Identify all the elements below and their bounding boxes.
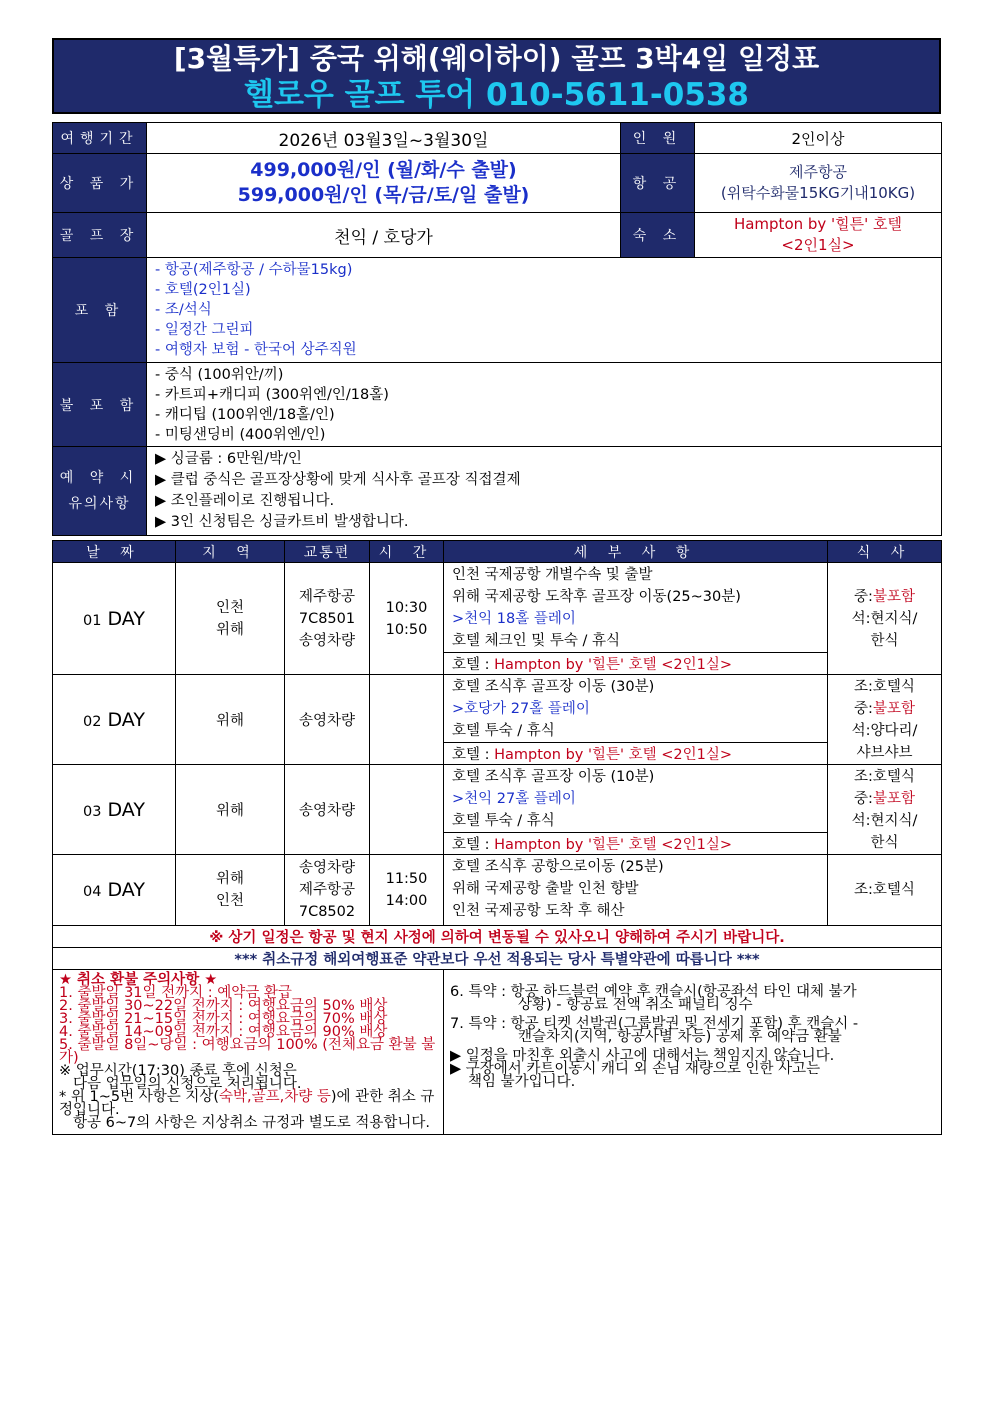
golf-play: >호당가 27홀 플레이	[452, 701, 590, 717]
notes-list	[147, 447, 942, 536]
day-meals: 조:호텔식	[828, 855, 942, 926]
day-region: 인천 위해	[176, 563, 285, 675]
day-details: 호텔 조식후 골프장 이동 (10분) >천익 27홀 플레이 호텔 투숙 / 휴식	[444, 765, 828, 833]
golf-play: >천익 18홀 플레이	[452, 611, 576, 627]
table-row	[53, 765, 942, 833]
refund-policy	[53, 970, 444, 1135]
period-value: 2026년 03월3일~3월30일	[147, 123, 621, 154]
list-item: 4. 출발일 14~09일 전까지 : 여행요금의 90% 배상	[59, 1024, 388, 1040]
notes-label: 예 약 시	[59, 470, 140, 486]
exclude-list	[147, 363, 942, 447]
baggage-allowance: (위탁수화물15KG기내10KG)	[720, 184, 916, 202]
golf-label: 골 프 장	[53, 213, 147, 258]
room-type: <2인1실>	[781, 236, 855, 254]
day-meals: 조:호텔식 중:불포함 석:현지식/ 한식	[828, 765, 942, 855]
day-transport: 송영차량 제주항공 7C8502	[285, 855, 370, 926]
day-hotel: 호텔 : Hampton by '힐튼' 호텔 <2인1실>	[444, 653, 828, 675]
special-terms	[444, 970, 942, 1135]
price-weekday: 499,000원/인 (월/화/수 출발)	[250, 159, 517, 181]
include-label: 포 함	[53, 258, 147, 363]
agency-contact: 헬로우 골프 투어 010-5611-0538	[244, 77, 749, 113]
list-item: ▶ 조인플레이로 진행됩니다.	[155, 493, 335, 509]
golf-play: >천익 27홀 플레이	[452, 791, 576, 807]
include-list	[147, 258, 942, 363]
liability-note-1: ▶ 일정을 마친후 외출시 사고에 대해서는 책임지지 않습니다.	[450, 1048, 835, 1064]
list-item: - 일정간 그린피	[155, 322, 254, 338]
hotel-name: Hampton by '힐튼' 호텔	[733, 215, 903, 233]
price-label: 상 품 가	[53, 154, 147, 213]
day-label: 02 DAY	[53, 675, 176, 765]
day-transport: 송영차량	[285, 675, 370, 765]
special-terms-notice: *** 취소규정 해외여행표준 약관보다 우선 적용되는 당사 특별약관에 따릅니다 ***	[53, 948, 942, 970]
list-item: 5. 출발일 8일~당일 : 여행요금의 100% (전체요금 환불 불가)	[59, 1037, 436, 1066]
list-item: ▶ 3인 신청팀은 싱글카트비 발생합니다.	[155, 514, 409, 530]
itinerary-table	[52, 540, 942, 1135]
day-meals: 중:불포함 석:현지식/ 한식	[828, 563, 942, 675]
page-title: [3월특가] 중국 위해(웨이하이) 골프 3박4일 일정표	[173, 42, 820, 75]
title-banner	[52, 38, 941, 114]
price-weekend: 599,000원/인 (목/금/토/일 출발)	[237, 184, 530, 206]
people-label: 인 원	[621, 123, 695, 154]
col-header-region: 지 역	[176, 541, 285, 563]
day-region: 위해	[176, 675, 285, 765]
day-hotel: 호텔 : Hampton by '힐튼' 호텔 <2인1실>	[444, 743, 828, 765]
special-term-7-cont: 캔슬차지(지역, 항공사별 차등) 공제 후 예약금 환불	[518, 1029, 842, 1045]
day-details: 인천 국제공항 개별수속 및 출발 위해 국제공항 도착후 골프장 이동(25~30분) >천익 18홀 플레이 호텔 체크인 및 투숙 / 휴식	[444, 563, 828, 653]
table-row	[53, 855, 942, 926]
day-details: 호텔 조식후 골프장 이동 (30분) >호당가 27홀 플레이 호텔 투숙 / 휴식	[444, 675, 828, 743]
ground-rule-note: * 위 1~5번 사항은 지상(숙박,골프,차량 등)에 관한 취소 규정입니다.	[59, 1089, 435, 1118]
notes-label-2: 유의사항	[68, 496, 131, 512]
day-region: 위해 인천	[176, 855, 285, 926]
list-item: - 항공(제주항공 / 수하물15kg)	[155, 262, 353, 278]
day-label: 04 DAY	[53, 855, 176, 926]
airline-name: 제주항공	[789, 163, 847, 181]
day-transport: 송영차량	[285, 765, 370, 855]
office-hours-note: ※ 업무시간(17:30) 종료 후에 신청은	[59, 1063, 297, 1079]
airline-rule-note: 항공 6~7의 사항은 지상취소 규정과 별도로 적용합니다.	[73, 1115, 431, 1131]
day-label: 03 DAY	[53, 765, 176, 855]
list-item: 2. 출발일 30~22일 전까지 : 여행요금의 50% 배상	[59, 998, 388, 1014]
day-details: 호텔 조식후 공항으로이동 (25분) 위해 국제공항 출발 인천 향발 인천 국제공항 도착 후 해산	[444, 855, 828, 926]
day-time: 11:50 14:00	[370, 855, 444, 926]
special-term-6: 6. 특약 : 항공 하드블럭 예약 후 캔슬시(항공좌석 타인 대체 불가	[450, 984, 857, 1000]
day-transport: 제주항공 7C8501 송영차량	[285, 563, 370, 675]
schedule-change-notice: ※ 상기 일정은 항공 및 현지 사정에 의하여 변동될 수 있사오니 양해하여 주시기 바랍니다.	[53, 926, 942, 948]
day-time	[370, 675, 444, 765]
table-row	[53, 675, 942, 743]
airline-label: 항 공	[621, 154, 695, 213]
office-hours-note-2: 다음 업무일의 신청으로 처리됩니다.	[73, 1076, 302, 1092]
list-item: 1. 출발일 31일 전까지 : 예약금 환급	[59, 985, 292, 1001]
liability-note-2: ▶ 구장에서 카트이동시 캐디 외 손님 재량으로 인한 사고는	[450, 1061, 821, 1077]
col-header-details: 세 부 사 항	[444, 541, 828, 563]
refund-title: ★ 취소 환불 주의사항 ★	[59, 972, 218, 988]
people-value: 2인이상	[695, 123, 942, 154]
list-item: - 중식 (100위안/끼)	[155, 367, 284, 383]
trip-info-table	[52, 122, 942, 536]
day-meals: 조:호텔식 중:불포함 석:양다리/ 샤브샤브	[828, 675, 942, 765]
list-item: - 여행자 보험 - 한국어 상주직원	[155, 342, 357, 358]
liability-note-2-cont: 책임 불가입니다.	[468, 1074, 576, 1090]
col-header-transport: 교통편	[285, 541, 370, 563]
list-item: - 캐디팁 (100위엔/18홀/인)	[155, 407, 335, 423]
list-item: - 조/석식	[155, 302, 212, 318]
special-term-6-cont: 상황) - 항공료 전액 취소 패널티 징수	[518, 997, 753, 1013]
day-region: 위해	[176, 765, 285, 855]
col-header-time: 시 간	[370, 541, 444, 563]
list-item: ▶ 싱글룸 : 6만원/박/인	[155, 451, 302, 467]
list-item: - 카트피+캐디피 (300위엔/인/18홀)	[155, 387, 389, 403]
list-item: 3. 출발일 21~15일 전까지 : 여행요금의 70% 배상	[59, 1011, 388, 1027]
table-row	[53, 563, 942, 653]
period-label: 여행기간	[53, 123, 147, 154]
list-item: - 호텔(2인1실)	[155, 282, 251, 298]
golf-value: 천익 / 호당가	[147, 213, 621, 258]
col-header-date: 날 짜	[53, 541, 176, 563]
col-header-meals: 식 사	[828, 541, 942, 563]
day-time: 10:30 10:50	[370, 563, 444, 675]
list-item: ▶ 클럽 중식은 골프장상황에 맞게 식사후 골프장 직접결제	[155, 472, 521, 488]
special-term-7: 7. 특약 : 항공 티켓 선발권(그룹발권 및 전세기 포함) 후 캔슬시 -	[450, 1016, 859, 1032]
day-hotel: 호텔 : Hampton by '힐튼' 호텔 <2인1실>	[444, 833, 828, 855]
exclude-label: 불 포 함	[53, 363, 147, 447]
day-label: 01 DAY	[53, 563, 176, 675]
day-time	[370, 765, 444, 855]
hotel-label: 숙 소	[621, 213, 695, 258]
list-item: - 미팅샌딩비 (400위엔/인)	[155, 427, 326, 443]
